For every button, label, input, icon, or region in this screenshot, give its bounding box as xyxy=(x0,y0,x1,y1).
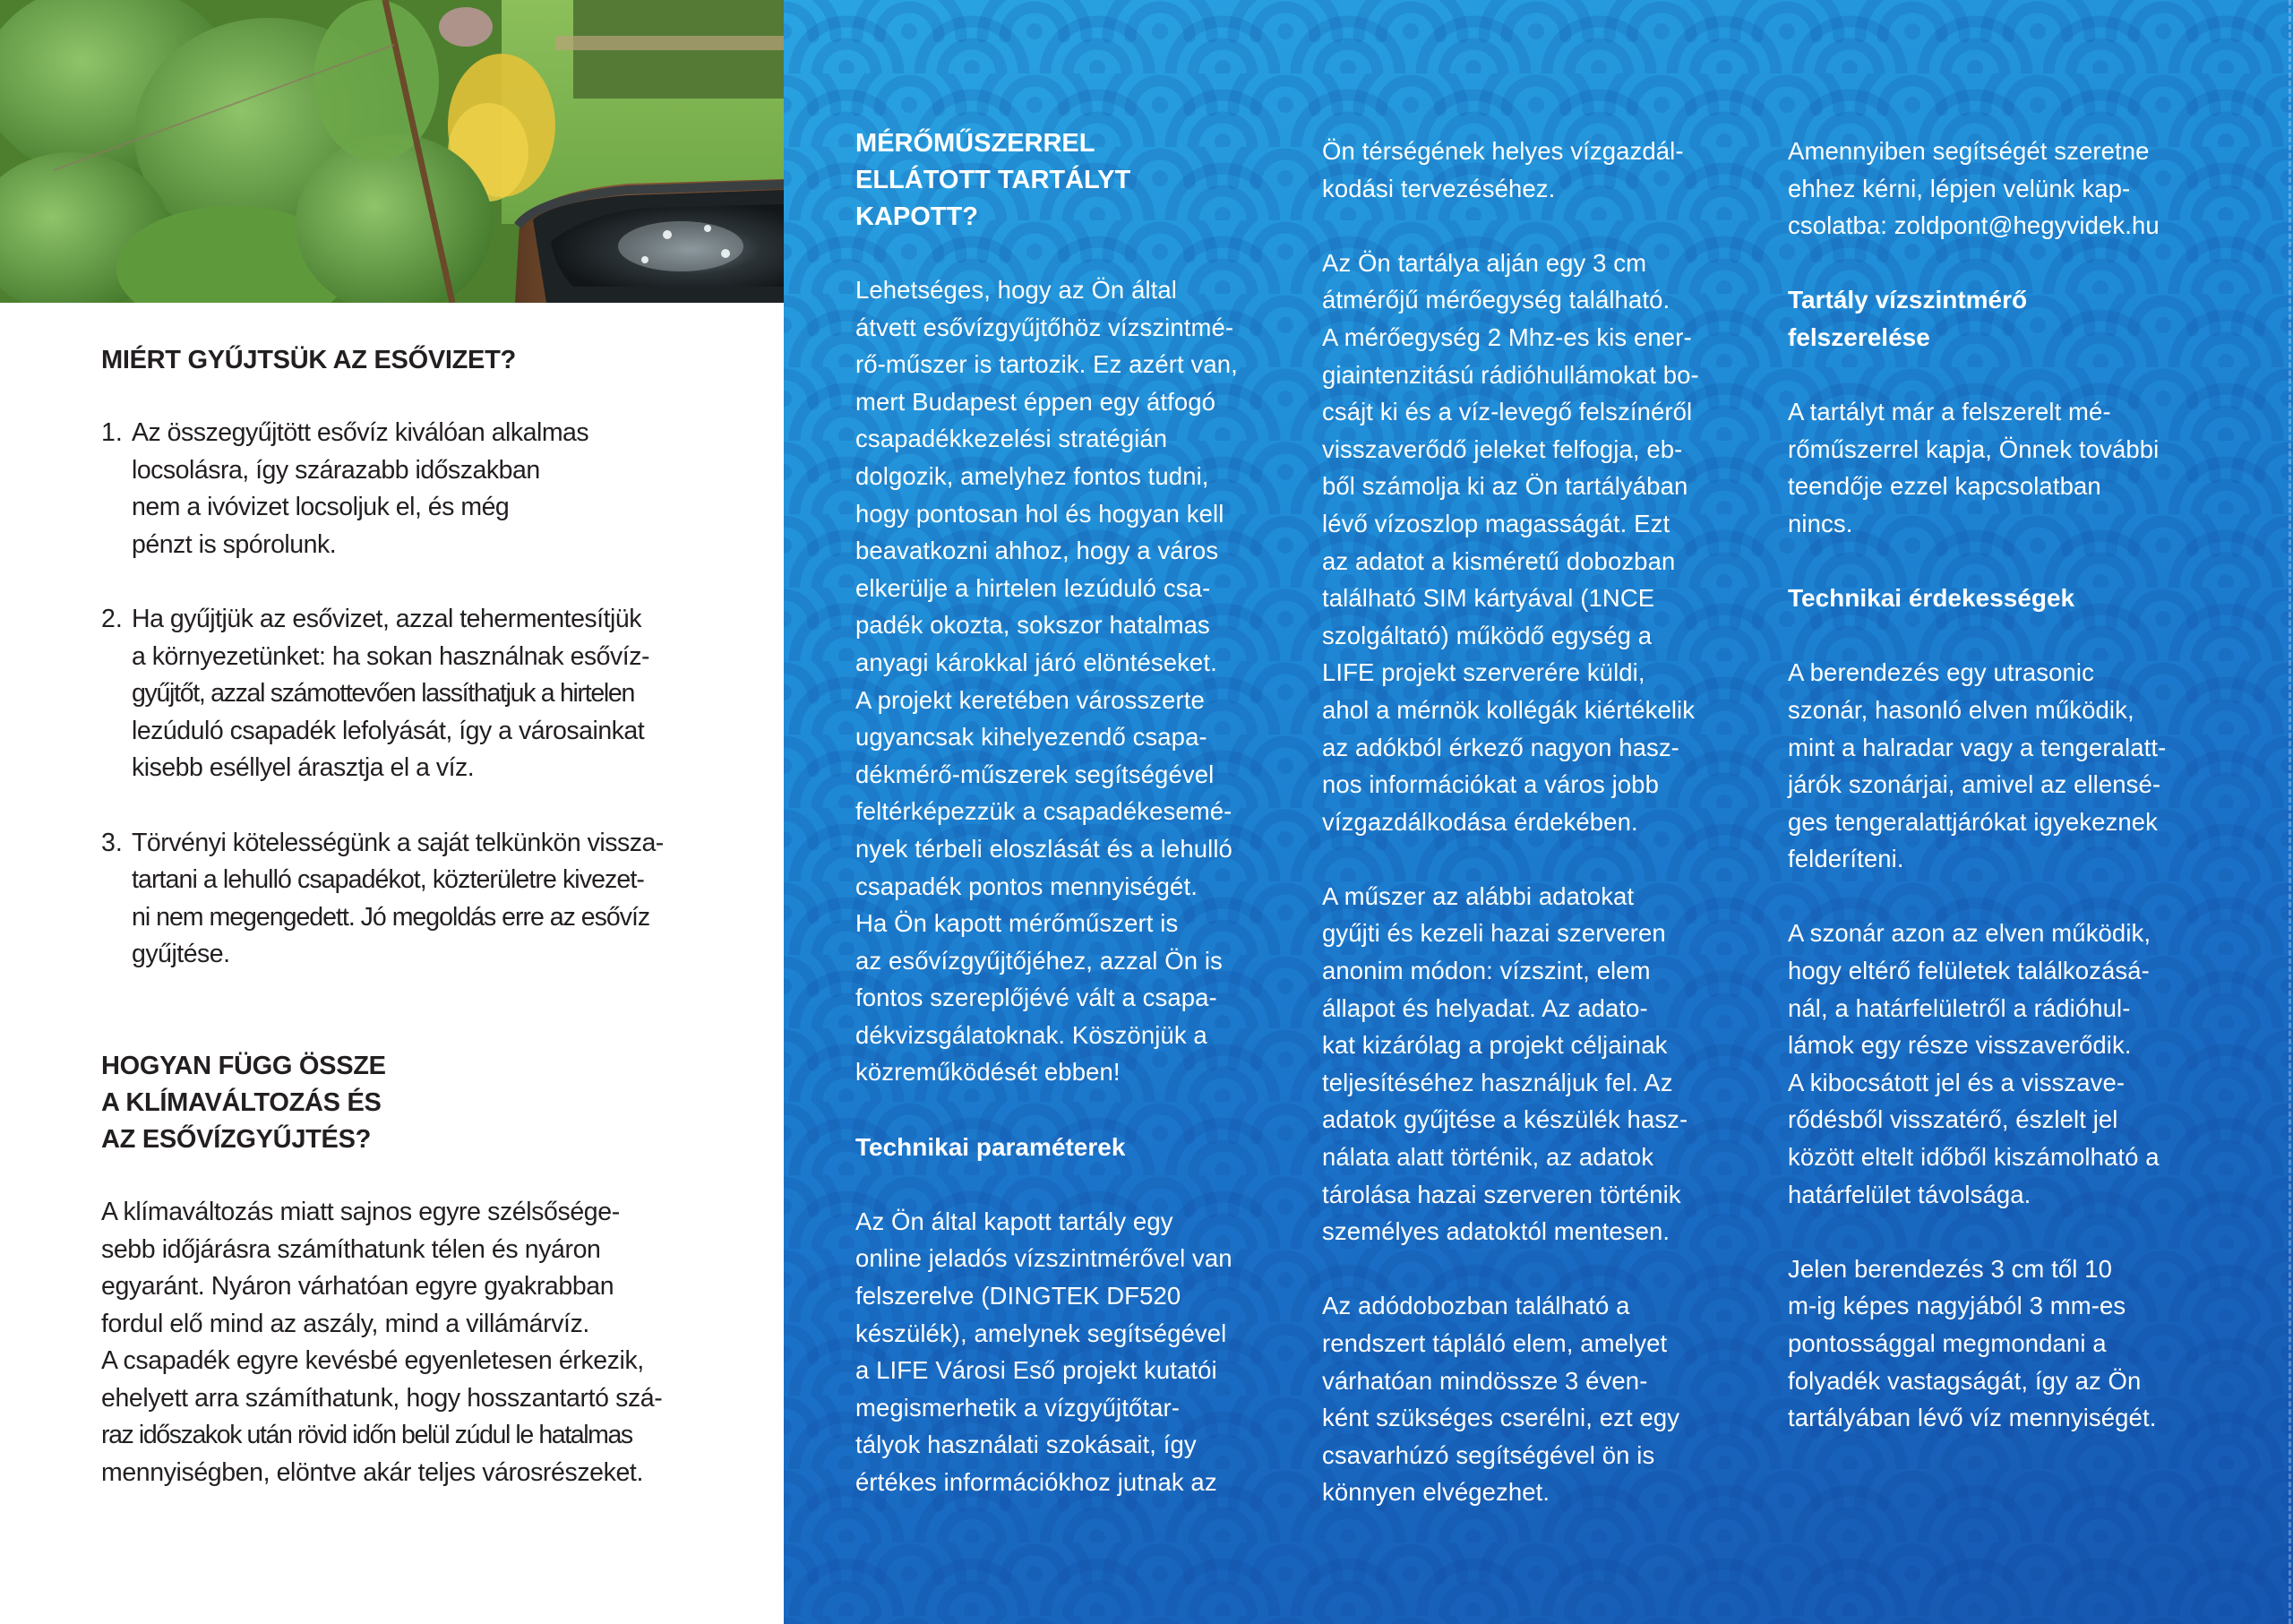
list-number: 2. xyxy=(101,604,123,633)
text-line: Az összegyűjtött esővíz kiválóan alkalmas xyxy=(132,418,589,447)
text-line: járók szonárjai, amivel az ellensé- xyxy=(1788,770,2161,799)
measuring-intro-paragraph xyxy=(855,271,1303,1091)
subheading-technical-parameters: Technikai paraméterek xyxy=(855,1132,1126,1161)
text-line: fontos szereplőjévé vált a csapa- xyxy=(855,984,1217,1012)
sonar-intro-paragraph xyxy=(1788,654,2254,878)
text-line: tartályában lévő víz mennyiségét. xyxy=(1788,1404,2157,1432)
text-line: pénzt is spórolunk. xyxy=(132,529,337,559)
text-line: Ha gyűjtjük az esővizet, azzal tehermentesítjük xyxy=(132,604,641,633)
text-line: rendszert tápláló elem, amelyet xyxy=(1322,1329,1668,1357)
installation-paragraph xyxy=(1788,393,2254,542)
text-line: ehhez kérni, lépjen velünk kap- xyxy=(1788,174,2131,202)
text-line: gyűjtése. xyxy=(132,940,230,969)
text-line: rőműszerrel kapja, Önnek további xyxy=(1788,434,2160,463)
contact-email-line[interactable]: csolatba: zoldpont@hegyvidek.hu xyxy=(1788,211,2160,240)
text-line: dékvizsgálatoknak. Köszönjük a xyxy=(855,1020,1207,1049)
heading-line: KAPOTT? xyxy=(855,202,978,231)
subheading-technical-curiosities: Technikai érdekességek xyxy=(1788,584,2075,613)
text-line: csapadék pontos mennyiségét. xyxy=(855,872,1198,900)
text-line: hogy eltérő felületek találkozásá- xyxy=(1788,957,2150,985)
text-line: raz időszakok után rövid időn belül zúdul le hatalmas xyxy=(101,1421,632,1450)
text-line: dékmérő-műszerek segítségével xyxy=(855,760,1215,788)
heading-line: A KLÍMAVÁLTOZÁS ÉS xyxy=(101,1087,382,1117)
sensor-paragraph xyxy=(1322,245,1770,841)
heading-line: felszerelése xyxy=(1788,322,1930,351)
text-line: lévő vízoszlop magasságát. Ezt xyxy=(1322,509,1670,537)
text-line: anyagi károkkal járó elöntéseket. xyxy=(855,648,1217,676)
text-line: beavatkozni ahhoz, hogy a város xyxy=(855,537,1219,565)
text-line: A műszer az alábbi adatokat xyxy=(1322,881,1635,910)
heading-line: Tartály vízszintmérő xyxy=(1788,286,2028,314)
text-line: könnyen elvégezhet. xyxy=(1322,1478,1550,1507)
text-line: elkerülje a hirtelen lezúduló csa- xyxy=(855,573,1211,602)
text-line: csájt ki és a víz-levegő felszínéről xyxy=(1322,398,1693,426)
accuracy-paragraph xyxy=(1788,1250,2254,1437)
list-text xyxy=(132,415,588,563)
text-line: a LIFE Városi Eső projekt kutatói xyxy=(855,1356,1217,1385)
text-line: az adatot a kisméretű dobozban xyxy=(1322,546,1676,575)
text-line: állapot és helyadat. Az adato- xyxy=(1322,993,1648,1022)
text-line: csavarhúzó segítségével ön is xyxy=(1322,1440,1655,1469)
text-line: mennyiségben, elöntve akár teljes városrészeket. xyxy=(101,1458,643,1488)
sonar-principle-paragraph xyxy=(1788,915,2254,1213)
text-line: nálata alatt történik, az adatok xyxy=(1322,1143,1654,1172)
text-line: szonár, hasonló elven működik, xyxy=(1788,695,2134,724)
heading-line: HOGYAN FÜGG ÖSSZE xyxy=(101,1051,386,1080)
text-line: szolgáltató) működő egység a xyxy=(1322,621,1653,649)
contact-paragraph xyxy=(1788,133,2254,245)
text-line: Az adódobozban található a xyxy=(1322,1292,1630,1320)
heading-line: MÉRŐMŰSZERREL xyxy=(855,129,1095,158)
text-line: gyűjti és kezeli hazai szerveren xyxy=(1322,919,1666,948)
text-line: ahol a mérnök kollégák kiértékelik xyxy=(1322,695,1696,724)
text-line: A projekt keretében városszerte xyxy=(855,685,1205,714)
text-line: Törvényi kötelességünk a saját telkünkön vissza- xyxy=(132,828,664,857)
data-collection-paragraph xyxy=(1322,878,1770,1250)
text-line: ni nem megengedett. Jó megoldás erre az esővíz xyxy=(132,902,650,932)
text-line: A berendezés egy utrasonic xyxy=(1788,658,2094,687)
column-measuring-device xyxy=(855,125,1303,1501)
text-line: adatok gyűjtése a készülék hasz- xyxy=(1322,1105,1688,1134)
text-line: sebb időjárásra számíthatunk télen és nyáron xyxy=(101,1234,601,1264)
text-line: online jeladós vízszintmérővel van xyxy=(855,1244,1232,1273)
text-line: lámok egy része visszaverődik. xyxy=(1788,1031,2132,1060)
text-line: Az Ön tartálya alján egy 3 cm xyxy=(1322,248,1647,277)
text-line: rődésből visszatérő, észlelt jel xyxy=(1788,1105,2118,1134)
list-text xyxy=(132,601,649,787)
text-line: az esővízgyűjtőjéhez, azzal Ön is xyxy=(855,946,1223,975)
text-line: Lehetséges, hogy az Ön által xyxy=(855,276,1178,304)
text-line: átmérőjű mérőegység található. xyxy=(1322,286,1670,314)
text-line: teljesítéséhez használjuk fel. Az xyxy=(1322,1068,1673,1096)
list-number: 3. xyxy=(101,828,123,857)
text-line: ként szükséges cserélni, ezt egy xyxy=(1322,1404,1680,1432)
column-installation-and-tech xyxy=(1788,133,2254,1437)
text-line: mint a halradar vagy a tengeralatt- xyxy=(1788,733,2167,761)
text-line: hogy pontosan hol és hogyan kell xyxy=(855,499,1224,528)
text-line: várhatóan mindössze 3 éven- xyxy=(1322,1366,1648,1395)
text-line: ugyancsak kihelyezendő csapa- xyxy=(855,723,1207,752)
text-line: tartani a lehulló csapadékot, közterületre kivezet- xyxy=(132,865,644,895)
planning-paragraph xyxy=(1322,133,1770,207)
text-line: közreműködését ebben! xyxy=(855,1058,1121,1087)
battery-paragraph xyxy=(1322,1287,1770,1511)
heading-measuring-tank xyxy=(855,125,1303,236)
text-line: lezúduló csapadék lefolyását, így a városainkat xyxy=(132,716,645,745)
text-line: felszerelve (DINGTEK DF520 xyxy=(855,1282,1181,1310)
text-line: között eltelt időből kiszámolható a xyxy=(1788,1143,2160,1172)
heading-climate-change xyxy=(101,1048,746,1158)
photo-illustration xyxy=(0,0,784,303)
text-line: egyaránt. Nyáron várhatóan egyre gyakrabban xyxy=(101,1272,614,1302)
text-line: gyűjtőt, azzal számottevően lassíthatjuk a hirtelen xyxy=(132,679,635,709)
text-line: személyes adatoktól mentesen. xyxy=(1322,1217,1670,1246)
text-line: A szonár azon az elven működik, xyxy=(1788,919,2151,948)
left-column xyxy=(101,342,746,1492)
text-line: vízgazdálkodása érdekében. xyxy=(1322,807,1638,836)
text-line: Ön térségének helyes vízgazdál- xyxy=(1322,137,1684,165)
text-line: A klímaváltozás miatt sajnos egyre szélsősége- xyxy=(101,1197,620,1226)
subheading-installation xyxy=(1788,281,2254,356)
text-line: átvett esővízgyűjtőhöz vízszintmé- xyxy=(855,313,1234,341)
garden-rain-barrel-photo xyxy=(0,0,784,303)
text-line: nincs. xyxy=(1788,509,1853,537)
text-line: m-ig képes nagyjából 3 mm-es xyxy=(1788,1292,2126,1320)
text-line: felderíteni. xyxy=(1788,845,1904,873)
text-line: Ha Ön kapott mérőműszert is xyxy=(855,909,1179,938)
list-number: 1. xyxy=(101,418,123,447)
text-line: kisebb eséllyel árasztja el a víz. xyxy=(132,753,475,783)
reason-list-item xyxy=(101,415,746,563)
text-line: fordul elő mind az aszály, mind a villámárvíz. xyxy=(101,1309,589,1338)
text-line: ből számolja ki az Ön tartályában xyxy=(1322,472,1688,501)
text-line: nyek térbeli eloszlását és a lehulló xyxy=(855,834,1232,863)
list-text xyxy=(132,825,664,974)
text-line: az adókból érkező nagyon hasz- xyxy=(1322,733,1679,761)
text-line: dolgozik, amelyhez fontos tudni, xyxy=(855,461,1209,490)
text-line: Az Ön által kapott tartály egy xyxy=(855,1207,1173,1235)
text-line: LIFE projekt szerverére küldi, xyxy=(1322,658,1645,687)
heading-line: ELLÁTOTT TARTÁLYT xyxy=(855,166,1131,194)
text-line: pontossággal megmondani a xyxy=(1788,1329,2107,1357)
text-line: giaintenzitású rádióhullámokat bo- xyxy=(1322,360,1699,389)
heading-line: AZ ESŐVÍZGYŰJTÉS? xyxy=(101,1124,372,1154)
text-line: feltérképezzük a csapadékesemé- xyxy=(855,797,1232,826)
text-line: megismerhetik a vízgyűjtőtar- xyxy=(855,1393,1181,1422)
reason-list-item xyxy=(101,825,746,974)
text-line: anonim módon: vízszint, elem xyxy=(1322,957,1651,985)
text-line: ges tengeralattjárókat igyekeznek xyxy=(1788,807,2158,836)
heading-why-collect: MIÉRT GYŰJTSÜK AZ ESŐVIZET? xyxy=(101,346,516,374)
text-line: folyadék vastagságát, így az Ön xyxy=(1788,1366,2142,1395)
technical-parameters-paragraph xyxy=(855,1203,1303,1501)
text-line: nos információkat a város jobb xyxy=(1322,770,1659,799)
text-line: A csapadék egyre kevésbé egyenletesen érkezik, xyxy=(101,1346,644,1376)
text-line: locsolásra, így szárazabb időszakban xyxy=(132,455,540,485)
text-line: A tartályt már a felszerelt mé- xyxy=(1788,398,2111,426)
text-line: határfelület távolsága. xyxy=(1788,1180,2031,1208)
text-line: visszaverődő jeleket felfogja, eb- xyxy=(1322,434,1683,463)
text-line: Jelen berendezés 3 cm től 10 xyxy=(1788,1254,2113,1283)
text-line: A kibocsátott jel és a visszave- xyxy=(1788,1068,2126,1096)
text-line: A mérőegység 2 Mhz-es kis ener- xyxy=(1322,322,1692,351)
column-device-details xyxy=(1322,133,1770,1511)
text-line: ehelyett arra számíthatunk, hogy hosszantartó szá- xyxy=(101,1383,663,1413)
text-line: a környezetünket: ha sokan használnak esővíz- xyxy=(132,641,649,671)
page-edge-dashes xyxy=(2289,0,2291,1624)
text-line: nál, a határfelületről a rádióhul- xyxy=(1788,993,2131,1022)
text-line: rő-műszer is tartozik. Ez azért van, xyxy=(855,350,1238,379)
text-line: készülék), amelynek segítségével xyxy=(855,1319,1227,1347)
text-line: csapadékkezelési stratégián xyxy=(855,425,1168,453)
text-line: kodási tervezéséhez. xyxy=(1322,174,1556,202)
text-line: padék okozta, sokszor hatalmas xyxy=(855,611,1210,640)
text-line: kat kizárólag a projekt céljainak xyxy=(1322,1031,1668,1060)
reason-list-item xyxy=(101,601,746,787)
text-line: teendője ezzel kapcsolatban xyxy=(1788,472,2101,501)
text-line: mert Budapest éppen egy átfogó xyxy=(855,387,1216,416)
text-line: tályok használati szokásait, így xyxy=(855,1431,1197,1459)
text-line: található SIM kártyával (1NCE xyxy=(1322,584,1655,613)
text-line: nem a ivóvizet locsoljuk el, és még xyxy=(132,493,510,522)
climate-paragraph xyxy=(101,1194,746,1492)
text-line: tárolása hazai szerveren történik xyxy=(1322,1180,1681,1208)
text-line: értékes információkhoz jutnak az xyxy=(855,1468,1217,1496)
text-line: Amennyiben segítségét szeretne xyxy=(1788,137,2150,165)
